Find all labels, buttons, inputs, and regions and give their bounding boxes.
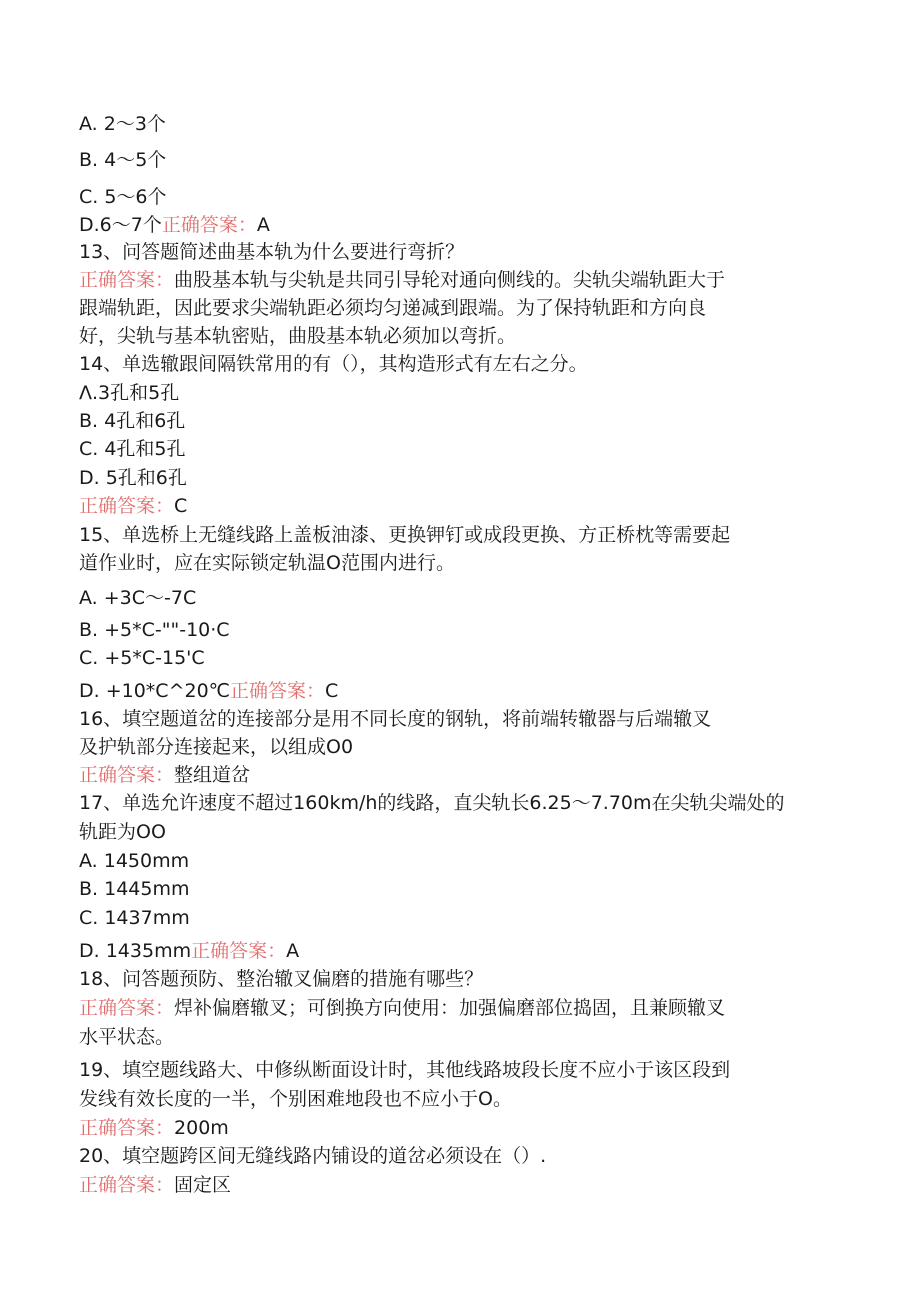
q18-title: 18、问答题预防、整治辙叉偏磨的措施有哪些？ <box>79 968 484 990</box>
q15-option-a: A. +3C～-7C <box>79 587 197 609</box>
q14-title: 14、单选辙跟间隔铁常用的有（），其构造形式有左右之分。 <box>79 353 588 375</box>
q19-answer-label: 正确答案： <box>79 1117 175 1139</box>
q14-option-a: Λ.3孔和5孔 <box>79 382 180 404</box>
q13-answer-text-1: 曲股基本轨与尖轨是共同引导轮对通向侧线的。尖轨尖端轨距大于 <box>174 269 726 291</box>
q19-answer: 200m <box>174 1117 229 1139</box>
q16-answer-label: 正确答案： <box>79 764 175 786</box>
q12-answer-label: 正确答案： <box>161 214 257 236</box>
q14-answer-line <box>79 494 187 518</box>
q14-answer-label: 正确答案： <box>79 495 175 517</box>
q17-option-d: D. 1435mm <box>79 940 192 962</box>
q17-option-b: B. 1445mm <box>79 878 190 900</box>
q18-answer-text-1: 焊补偏磨辙叉；可倒换方向使用：加强偏磨部位捣固，且兼顾辙叉 <box>174 997 726 1019</box>
q19-answer-line <box>79 1116 229 1140</box>
q12-option-d-with-answer <box>79 213 270 237</box>
q12-option-c: C. 5～6个 <box>79 186 167 208</box>
q15-option-b: B. +5*C-""-10·C <box>79 619 230 641</box>
q18-answer-label: 正确答案： <box>79 997 175 1019</box>
q16-title-line-1: 16、填空题道岔的连接部分是用不同长度的钢轨，将前端转辙器与后端辙叉 <box>79 708 712 730</box>
q14-answer: C <box>174 495 188 517</box>
q17-answer: A <box>286 940 300 962</box>
q17-answer-label: 正确答案： <box>191 940 287 962</box>
q19-title-line-2: 发线有效长度的一半，个别困难地段也不应小于O。 <box>79 1088 512 1110</box>
q15-title-line-1: 15、单选桥上无缝线路上盖板油漆、更换钾钉或成段更换、方正桥枕等需要起 <box>79 524 731 546</box>
q19-title-line-1: 19、填空题线路大、中修纵断面设计时，其他线路坡段长度不应小于该区段到 <box>79 1059 731 1081</box>
q12-option-b: B. 4～5个 <box>79 149 167 171</box>
q20-answer-line <box>79 1173 231 1197</box>
q17-option-a: A. 1450mm <box>79 850 190 872</box>
q13-answer-line-3: 好，尖轨与基本轨密贴，曲股基本轨必须加以弯折。 <box>79 325 517 347</box>
q15-answer-label: 正确答案： <box>230 680 326 702</box>
q16-answer: 整组道岔 <box>174 764 251 786</box>
q17-option-c: C. 1437mm <box>79 907 190 929</box>
q17-option-d-with-answer <box>79 939 299 963</box>
q14-option-b: B. 4孔和6孔 <box>79 410 186 432</box>
q16-title-line-2: 及护轨部分连接起来，以组成O0 <box>79 736 354 758</box>
q13-answer-line-2: 跟端轨距，因此要求尖端轨距必须均匀递减到跟端。为了保持轨距和方向良 <box>79 297 707 319</box>
q16-answer-line <box>79 763 250 787</box>
q15-option-c: C. +5*C-15'C <box>79 647 205 669</box>
q20-answer: 固定区 <box>174 1174 232 1196</box>
q15-option-d: D. +10*C^20℃ <box>79 680 231 702</box>
q14-option-c: C. 4孔和5孔 <box>79 438 186 460</box>
q13-answer-label: 正确答案： <box>79 269 175 291</box>
q13-title: 13、问答题简述曲基本轨为什么要进行弯折？ <box>79 241 465 263</box>
q15-answer: C <box>325 680 339 702</box>
q18-answer-line-2: 水平状态。 <box>79 1026 175 1048</box>
q13-answer-line-1 <box>79 268 725 292</box>
q18-answer-line-1 <box>79 996 725 1020</box>
q15-option-d-with-answer <box>79 679 338 703</box>
q20-answer-label: 正确答案： <box>79 1174 175 1196</box>
q20-title: 20、填空题跨区间无缝线路内铺设的道岔必须设在（）. <box>79 1145 547 1167</box>
q15-title-line-2: 道作业时，应在实际锁定轨温O范围内进行。 <box>79 552 455 574</box>
q17-title-line-2: 轨距为OO <box>79 821 166 843</box>
q17-title-line-1: 17、单选允许速度不超过160km∕h的线路，直尖轨长6.25～7.70m在尖轨尖端处的 <box>79 792 785 814</box>
q12-answer: A <box>256 214 270 236</box>
q12-option-d: D.6～7个 <box>79 214 162 236</box>
q12-option-a: A. 2～3个 <box>79 113 166 135</box>
q14-option-d: D. 5孔和6孔 <box>79 467 187 489</box>
